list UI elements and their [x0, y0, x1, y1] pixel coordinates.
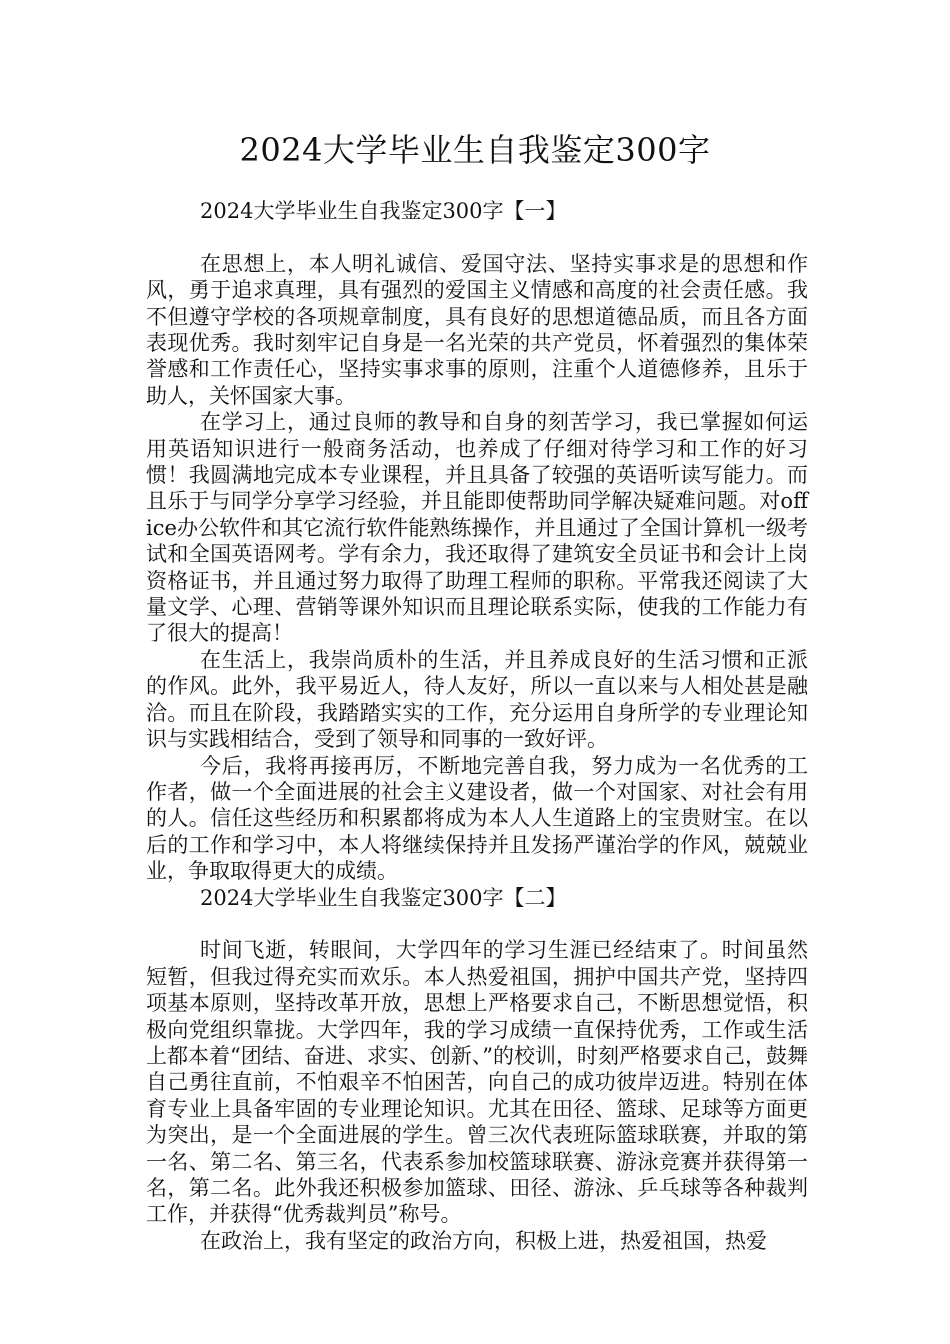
- section-spacer: [146, 911, 808, 937]
- paragraph-2: 在学习上，通过良师的教导和自身的刻苦学习，我已掌握如何运用英语知识进行一般商务活动，也养成了仔细对待学习和工作的好习惯！我圆满地完成本专业课程，并且具备了较强的英语听读写能力。而且乐于与同学分享学习经验，并且能即使帮助同学解决疑难问题。对office办公软件和其它流行软件能熟练操作，并且通过了全国计算机一级考试和全国英语网考。学有余力，我还取得了建筑安全员证书和会计上岗资格证书，并且通过努力取得了助理工程师的职称。平常我还阅读了大量文学、心理、营销等课外知识而且理论联系实际，使我的工作能力有了很大的提高！: [146, 410, 808, 646]
- document-title: 2024大学毕业生自我鉴定300字: [239, 131, 711, 169]
- section-heading-1: 2024大学毕业生自我鉴定300字【一】: [200, 199, 567, 223]
- document-body: [146, 198, 808, 1254]
- section-spacer: [146, 224, 808, 250]
- paragraph-6: 在政治上，我有坚定的政治方向，积极上进，热爱祖国，热爱: [200, 1228, 767, 1253]
- section-heading-2: 2024大学毕业生自我鉴定300字【二】: [200, 885, 567, 910]
- paragraph-1: 在思想上，本人明礼诚信、爱国守法、坚持实事求是的思想和作风，勇于追求真理，具有强烈的爱国主义情感和高度的社会责任感。我不但遵守学校的各项规章制度，具有良好的思想道德品质，而且各方面表现优秀。我时刻牢记自身是一名光荣的共产党员，怀着强烈的集体荣誉感和工作责任心，坚持实事求事的原则，注重个人道德修养，且乐于助人，关怀国家大事。: [146, 251, 808, 408]
- paragraph-5: 时间飞逝，转眼间，大学四年的学习生涯已经结束了。时间虽然短暂，但我过得充实而欢乐。本人热爱祖国，拥护中国共产党，坚持四项基本原则，坚持改革开放，思想上严格要求自己，不断思想觉悟，积极向党组织靠拢。大学四年，我的学习成绩一直保持优秀，工作或生活上都本着“团结、奋进、求实、创新、”的校训，时刻严格要求自己，鼓舞自己勇往直前，不怕艰辛不怕困苦，向自己的成功彼岸迈进。特别在体育专业上具备牢固的专业理论知识。尤其在田径、篮球、足球等方面更为突出，是一个全面进展的学生。曾三次代表班际篮球联赛，并取的第一名、第二名、第三名，代表系参加校篮球联赛、游泳竞赛并获得第一名，第二名。此外我还积极参加篮球、田径、游泳、乒乓球等各种裁判工作，并获得“优秀裁判员”称号。: [146, 938, 808, 1227]
- paragraph-4: 今后，我将再接再厉，不断地完善自我，努力成为一名优秀的工作者，做一个全面进展的社会主义建设者，做一个对国家、对社会有用的人。信任这些经历和积累都将成为本人人生道路上的宝贵财宝。在以后的工作和学习中，本人将继续保持并且发扬严谨治学的作风，兢兢业业，争取取得更大的成绩。: [146, 753, 808, 884]
- paragraph-3: 在生活上，我崇尚质朴的生活，并且养成良好的生活习惯和正派的作风。此外，我平易近人，待人友好，所以一直以来与人相处甚是融洽。而且在阶段，我踏踏实实的工作，充分运用自身所学的专业理论知识与实践相结合，受到了领导和同事的一致好评。: [146, 647, 808, 752]
